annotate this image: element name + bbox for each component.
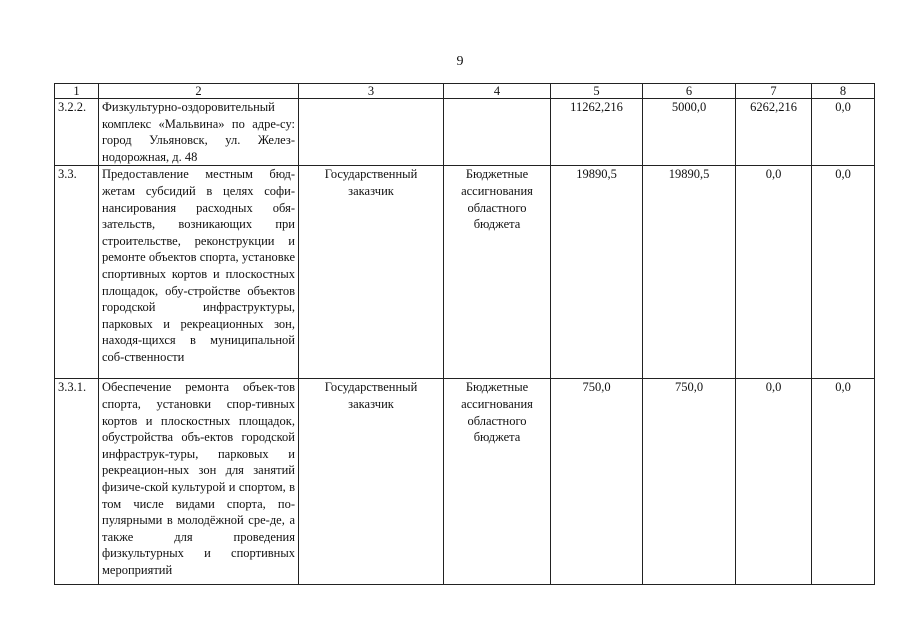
row-col6: 19890,5 (643, 166, 736, 379)
row-col6: 5000,0 (643, 99, 736, 166)
data-table (54, 83, 875, 585)
column-header: 6 (643, 84, 736, 99)
column-header: 3 (299, 84, 444, 99)
column-header: 1 (55, 84, 99, 99)
row-col7: 6262,216 (736, 99, 812, 166)
row-source: Бюджетные ассигнования областного бюджета (444, 166, 551, 379)
row-number: 3.3. (55, 166, 99, 379)
column-header: 7 (736, 84, 812, 99)
row-customer: Государственный заказчик (299, 379, 444, 585)
table-row (55, 166, 875, 379)
table-row (55, 99, 875, 166)
page-number: 9 (456, 54, 464, 69)
row-number: 3.3.1. (55, 379, 99, 585)
row-total: 750,0 (551, 379, 643, 585)
row-col7: 0,0 (736, 379, 812, 585)
row-name: Предоставление местным бюд-жетам субсидий в целях софи-нансирования расходных обя-зательств, возникающих при строительстве, реконструкции и ремонте объектов спорта, установке спортивных кортов и плоскостных площадок, обу-стройстве объектов городской инфраструктуры, парковых и рекреационных зон, находя-щихся в муниципальной соб-ственности (99, 166, 299, 379)
row-name: Физкультурно-оздоровительный комплекс «Мальвина» по адре-су: город Ульяновск, ул. Желез-нодорожная, д. 48 (99, 99, 299, 166)
row-source: Бюджетные ассигнования областного бюджета (444, 379, 551, 585)
column-header: 5 (551, 84, 643, 99)
row-col8: 0,0 (812, 166, 875, 379)
row-col8: 0,0 (812, 99, 875, 166)
column-header: 4 (444, 84, 551, 99)
row-customer (299, 99, 444, 166)
column-header: 8 (812, 84, 875, 99)
table-row (55, 379, 875, 585)
row-col7: 0,0 (736, 166, 812, 379)
column-header: 2 (99, 84, 299, 99)
row-total: 11262,216 (551, 99, 643, 166)
header-row (55, 84, 875, 99)
row-col6: 750,0 (643, 379, 736, 585)
row-name: Обеспечение ремонта объек-тов спорта, установки спор-тивных кортов и плоскостных площадок, обустройства объ-ектов городской инфраструк-туры, парковых и рекреацион-ных зон для занятий физиче-ской культурой и спортом, в том числе видами спорта, по-пулярными в молодёжной сре-де, а также для проведения физкультурных и спортивных мероприятий (99, 379, 299, 585)
row-total: 19890,5 (551, 166, 643, 379)
row-source (444, 99, 551, 166)
row-customer: Государственный заказчик (299, 166, 444, 379)
row-col8: 0,0 (812, 379, 875, 585)
row-number: 3.2.2. (55, 99, 99, 166)
